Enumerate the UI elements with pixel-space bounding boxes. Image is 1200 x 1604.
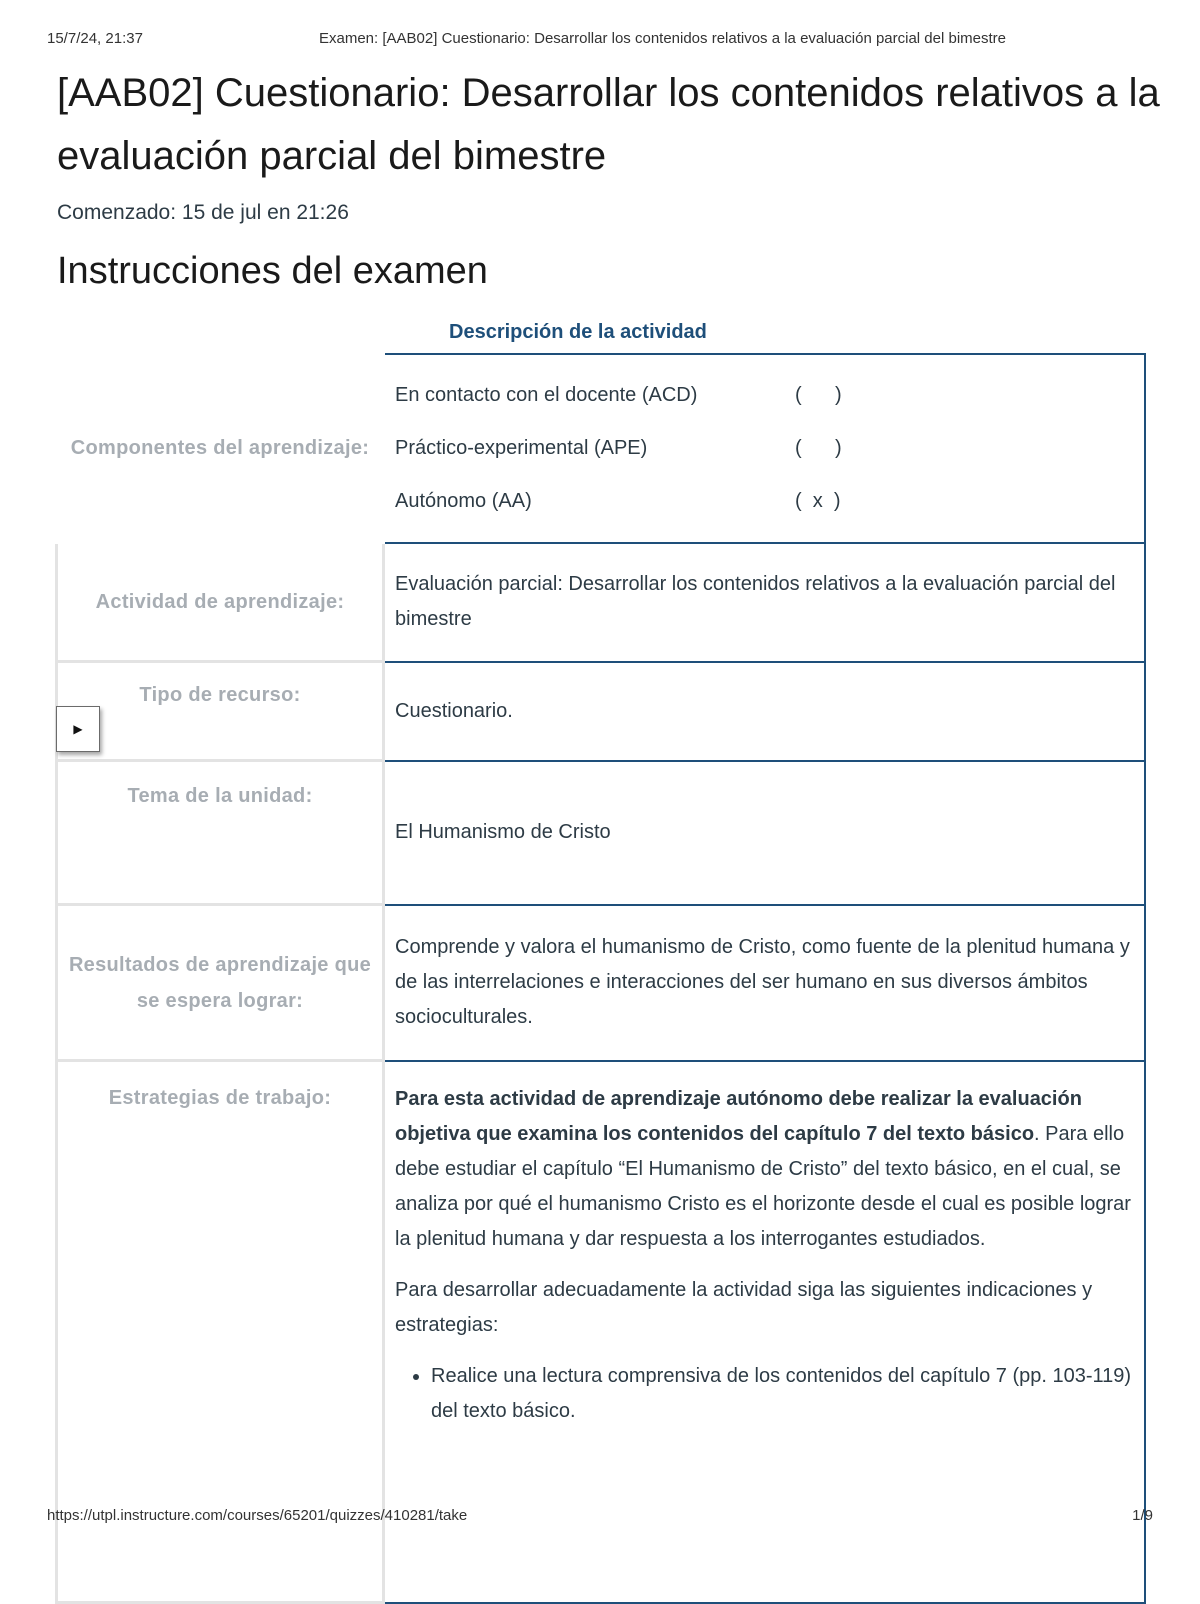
component-name: Autónomo (AA): [395, 489, 532, 512]
strategy-intro-rest: . Para ello debe estudiar el capítulo “El Humanismo de Cristo” del texto básico, en el cual, se analiza por qué el humanismo Cristo es el horizonte desde el cual es posible lograr la plenitud humana y dar respuesta a los interrogantes estudiados.: [395, 1122, 1131, 1250]
component-name: Práctico-experimental (APE): [395, 436, 648, 459]
components-label: [57, 354, 384, 543]
component-name: En contacto con el docente (ACD): [395, 383, 698, 406]
activity-label: Actividad de aprendizaje:: [57, 543, 384, 662]
component-item: [395, 475, 1134, 528]
table-row-components: [57, 354, 1146, 543]
theme-value: El Humanismo de Cristo: [384, 761, 1146, 905]
activity-value: Evaluación parcial: Desarrollar los contenidos relativos a la evaluación parcial del bimestre: [384, 543, 1146, 662]
table-row-results: [57, 905, 1146, 1061]
print-header: [47, 28, 1153, 52]
strategy-list: [395, 1359, 1134, 1429]
theme-label: Tema de la unidad:: [57, 761, 384, 905]
components-label-text: Componentes del aprendizaje:: [70, 437, 370, 459]
page-url: https://utpl.instructure.com/courses/65201/quizzes/410281/take: [47, 1507, 468, 1524]
triangle-right-icon: ▶: [73, 722, 83, 736]
table-row-activity: [57, 543, 1146, 662]
strategy-paragraph: [395, 1082, 1134, 1257]
components-value: [384, 354, 1146, 543]
table-caption: Descripción de la actividad: [449, 321, 707, 343]
page-number: 1/9: [1132, 1507, 1153, 1524]
table-row-resource: [57, 662, 1146, 761]
activity-description-table: [55, 352, 1146, 1604]
component-item: [395, 369, 1134, 422]
quiz-title: [AAB02] Cuestionario: Desarrollar los contenidos relativos a la evaluación parcial del bimestre: [57, 71, 1160, 178]
component-mark: ( ): [795, 383, 842, 406]
strategy-bold-intro: Para esta actividad de aprendizaje autónomo debe realizar la evaluación objetiva que examina los contenidos del capítulo 7 del texto básico: [395, 1087, 1082, 1145]
strategies-value: [384, 1061, 1146, 1603]
list-item: • Realice una lectura comprensiva de los contenidos del capítulo 7 (pp. 103-119) del texto básico.: [431, 1359, 1134, 1429]
table-row-theme: [57, 761, 1146, 905]
instructions-heading: Instrucciones del examen: [57, 250, 488, 292]
print-date: 15/7/24, 21:37: [47, 30, 143, 47]
component-item: [395, 422, 1134, 475]
started-timestamp: Comenzado: 15 de jul en 21:26: [57, 201, 349, 224]
resource-value: Cuestionario.: [384, 662, 1146, 761]
component-mark: ( x ): [795, 489, 841, 512]
strategies-label: Estrategias de trabajo:: [57, 1061, 384, 1603]
component-mark: ( ): [795, 436, 842, 459]
resource-label: Tipo de recurso:: [57, 662, 384, 761]
results-label: Resultados de aprendizaje que se espera lograr:: [57, 905, 384, 1061]
strategy-paragraph: Para desarrollar adecuadamente la actividad siga las siguientes indicaciones y estrategias:: [395, 1278, 1093, 1336]
print-document-title: Examen: [AAB02] Cuestionario: Desarrollar los contenidos relativos a la evaluación parcial del bimestre: [319, 30, 1007, 47]
sidebar-toggle-button[interactable]: [56, 706, 100, 752]
results-value: Comprende y valora el humanismo de Cristo, como fuente de la plenitud humana y de las interrelaciones e interacciones del ser humano en sus diversos ámbitos socioculturales.: [384, 905, 1146, 1061]
